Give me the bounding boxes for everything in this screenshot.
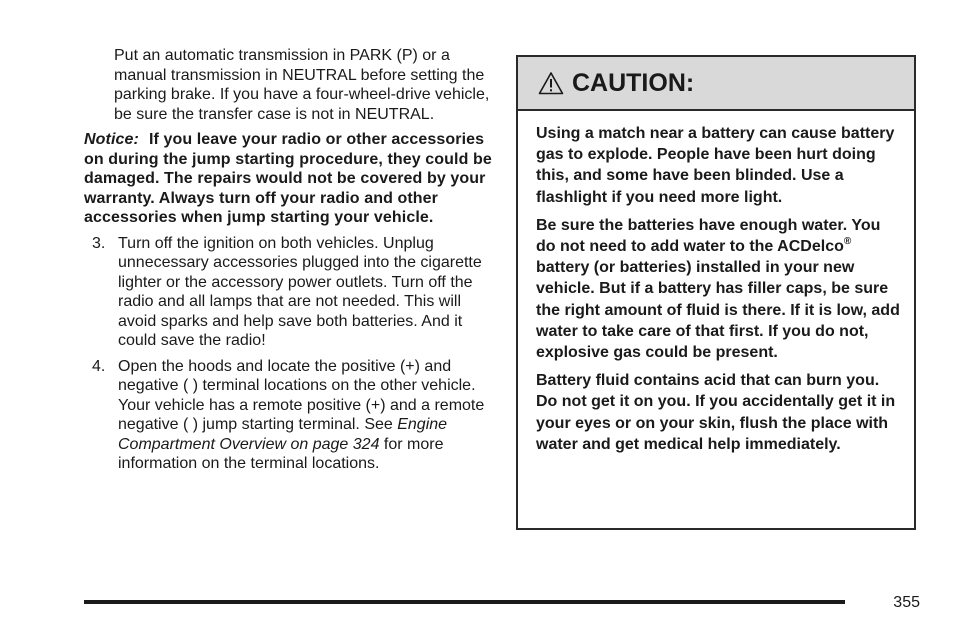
- step-3: [84, 234, 494, 351]
- caution-text-after: battery (or batteries) installed in your new vehicle. But if a battery has filler caps, be sure the right amount of fluid is there. If it is low, add water to take care of that first. If you do not, explosive gas could be present.: [536, 259, 900, 362]
- step-number: 3.: [92, 234, 106, 252]
- notice-label: Notice:: [84, 131, 139, 148]
- notice-paragraph: [84, 130, 494, 228]
- page-reference: Engine Compartment Overview on page 324: [118, 416, 448, 453]
- page-number: 355: [893, 594, 920, 611]
- caution-body: [518, 111, 914, 455]
- caution-text: Be sure the batteries have enough water. You do not need to add water to the ACDelco: [536, 216, 881, 256]
- caution-paragraph-2: [536, 215, 900, 363]
- footer-rule: [84, 600, 845, 604]
- left-column: [84, 46, 494, 480]
- step-text: Open the hoods and locate the positive (+) and negative ( ) terminal locations on the other vehicle. Your vehicle has a remote positive (+) and a remote negative ( ) jump starting terminal. See: [118, 357, 485, 433]
- step-number: 4.: [92, 357, 106, 375]
- step-text-after: for more information on the terminal locations.: [118, 435, 444, 472]
- caution-paragraph-3: Battery fluid contains acid that can burn you. Do not get it on you. If you accidentally get it in your eyes or on your skin, flush the place with water and get medical help immediately.: [536, 372, 896, 453]
- notice-text: If you leave your radio or other accessories on during the jump starting procedure, they could be damaged. The repairs would not be covered by your warranty. Always turn off your radio and other accessories when jump starting your vehicle.: [84, 131, 492, 226]
- caution-header: [518, 57, 914, 111]
- step-4: [84, 357, 494, 474]
- caution-paragraph-1: Using a match near a battery can cause battery gas to explode. People have been hurt doing this, and some have been blinded. Use a flashlight if you need more light.: [536, 125, 895, 206]
- step-text: Turn off the ignition on both vehicles. Unplug unnecessary accessories plugged into the cigarette lighter or the accessory power outlets. Turn off the radio and all lamps that are not needed. This will avoid sparks and help save both batteries. And it could save the radio!: [118, 234, 482, 349]
- caution-title: CAUTION:: [572, 68, 695, 97]
- caution-box: [516, 55, 916, 530]
- step-2-continuation: Put an automatic transmission in PARK (P) or a manual transmission in NEUTRAL before setting the parking brake. If you have a four-wheel-drive vehicle, be sure the transfer case is not in NEUTRAL.: [114, 47, 490, 123]
- registered-mark: ®: [843, 236, 852, 248]
- warning-triangle-icon: [538, 71, 564, 95]
